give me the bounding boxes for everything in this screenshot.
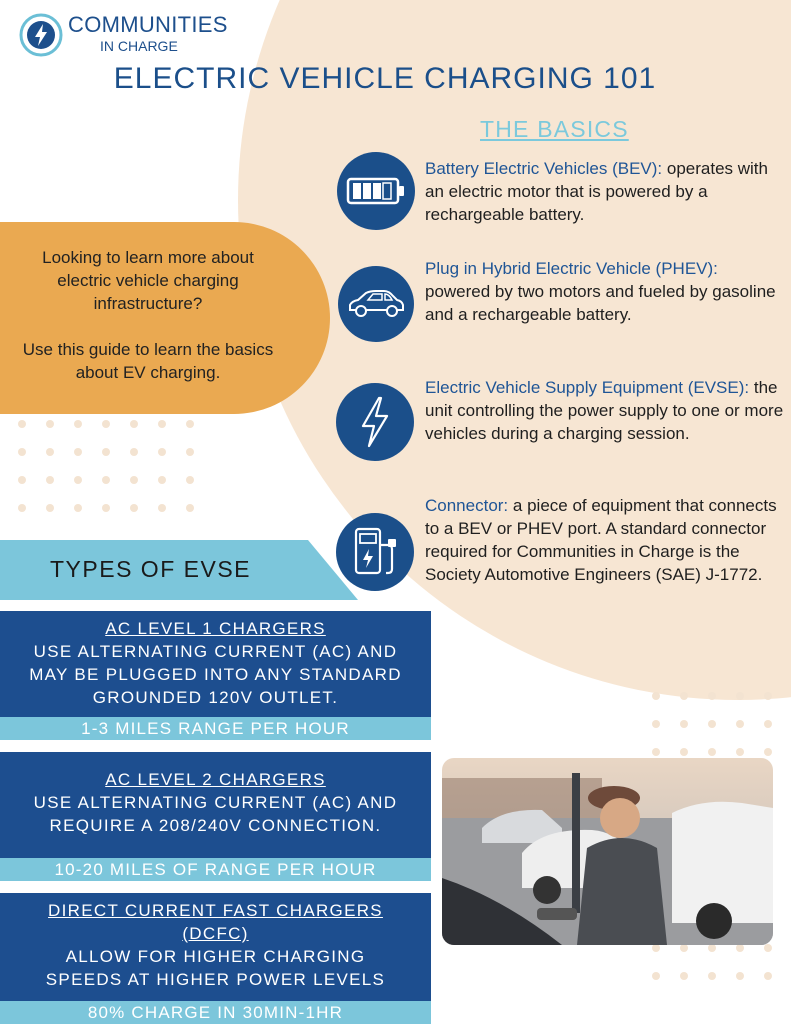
charger-title: DIRECT CURRENT FAST CHARGERS (DCFC)	[48, 901, 383, 943]
battery-icon-circle	[337, 152, 415, 230]
definition-term: Plug in Hybrid Electric Vehicle (PHEV):	[425, 259, 718, 278]
intro-paragraph-1: Looking to learn more about electric vehicle charging infrastructure?	[42, 248, 254, 313]
charger-description: ALLOW FOR HIGHER CHARGING SPEEDS AT HIGHER POWER LEVELS	[45, 947, 386, 989]
charger-range-dcfc: 80% CHARGE IN 30MIN-1HR	[0, 1001, 431, 1024]
logo-icon	[18, 12, 64, 58]
car-icon	[346, 288, 406, 320]
charger-description: USE ALTERNATING CURRENT (AC) AND MAY BE PLUGGED INTO ANY STANDARD GROUNDED 120V OUTLET.	[29, 642, 402, 707]
charger-title: AC LEVEL 1 CHARGERS	[105, 619, 326, 638]
definition-term: Electric Vehicle Supply Equipment (EVSE):	[425, 378, 750, 397]
definition-text: operates with an electric motor that is powered by a rechargeable battery.	[425, 159, 768, 224]
lightning-icon-circle	[336, 383, 414, 461]
charging-station-icon-circle	[336, 513, 414, 591]
logo-subtext: IN CHARGE	[100, 38, 178, 54]
lightning-icon	[358, 396, 392, 448]
definition-text: powered by two motors and fueled by gasoline and a rechargeable battery.	[425, 282, 776, 324]
battery-icon	[346, 176, 406, 206]
logo-text: COMMUNITIES	[68, 12, 228, 37]
types-heading: TYPES OF EVSE	[50, 556, 251, 582]
basics-heading: THE BASICS	[480, 116, 629, 142]
photo-illustration	[442, 758, 773, 945]
definition-phev	[425, 257, 785, 326]
definition-text: the unit controlling the power supply to one or more vehicles during a charging session.	[425, 378, 784, 443]
charger-card-level2	[0, 752, 431, 858]
charging-station-icon	[350, 525, 400, 579]
charger-description: USE ALTERNATING CURRENT (AC) AND REQUIRE A 208/240V CONNECTION.	[33, 793, 398, 835]
charger-title: AC LEVEL 2 CHARGERS	[105, 770, 326, 789]
definition-bev	[425, 157, 785, 226]
definition-term: Connector:	[425, 496, 509, 515]
intro-paragraph-2: Use this guide to learn the basics about EV charging.	[22, 340, 274, 382]
page-title: ELECTRIC VEHICLE CHARGING 101	[113, 62, 657, 95]
definition-term: Battery Electric Vehicles (BEV):	[425, 159, 663, 178]
definition-text: a piece of equipment that connects to a BEV or PHEV port. A standard connector required for Communities in Charge is the Society Automotive Engineers (SAE) J-1772.	[425, 496, 777, 584]
intro-text	[20, 246, 276, 384]
definition-evse	[425, 376, 785, 445]
ev-charging-photo	[442, 758, 773, 945]
car-icon-circle	[338, 266, 414, 342]
charger-range-level1: 1-3 MILES RANGE PER HOUR	[0, 717, 431, 740]
charger-range-level2: 10-20 MILES OF RANGE PER HOUR	[0, 858, 431, 881]
dot-pattern-left	[18, 420, 194, 512]
charger-card-level1	[0, 611, 431, 717]
charger-card-dcfc	[0, 893, 431, 1001]
definition-connector	[425, 494, 785, 586]
